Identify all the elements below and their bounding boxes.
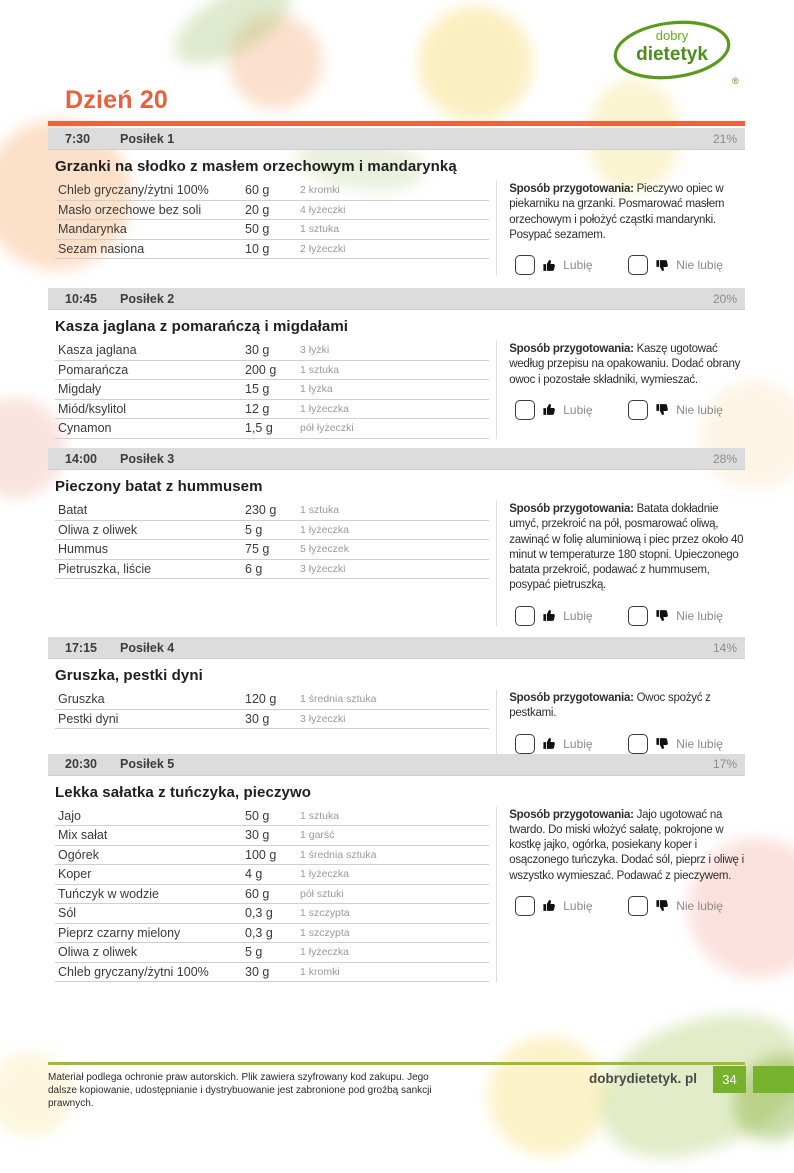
meals: [48, 128, 745, 988]
meal-title: Kasza jaglana z pomarańczą i migdałami: [55, 318, 349, 335]
meal-title: Lekka sałatka z tuńczyka, pieczywo: [55, 783, 312, 801]
ingredient-amount: 230 g: [245, 503, 277, 518]
meal-name: Posiłek 2: [120, 291, 175, 306]
like-group: [515, 896, 628, 916]
page-number-badge: 34: [713, 1066, 746, 1093]
meal-header: [48, 288, 745, 310]
ingredients-table: [55, 807, 489, 983]
ingredient-measure: 1 łyżeczka: [300, 523, 350, 536]
ingredient-row: [55, 341, 489, 361]
dislike-group: [628, 400, 741, 420]
ingredient-row: [55, 540, 489, 560]
ingredient-amount: 50 g: [245, 808, 270, 823]
ingredient-row: [55, 826, 489, 846]
meal-body: [48, 501, 745, 626]
dislike-label: Nie lubię: [676, 898, 723, 913]
thumb-down-icon: [655, 608, 670, 623]
ingredient-amount: 120 g: [245, 692, 277, 707]
meal-section: [48, 288, 745, 448]
ingredient-measure: 1 sztuka: [300, 504, 340, 517]
ingredient-row: [55, 846, 489, 866]
ingredient-measure: 1 łyżeczka: [300, 946, 350, 959]
ingredient-name: Jajo: [58, 808, 81, 823]
footer-legal-text: Materiał podlega ochronie praw autorskich. Plik zawiera szyfrowany kod zakupu. Jego dalsze kopiowanie, udostępnianie i dystrybuowanie jest zabronione pod groźbą sankcji prawnych.: [48, 1072, 432, 1109]
ingredients-table: [55, 501, 489, 626]
column-divider: [496, 181, 497, 275]
meal-time: 7:30: [65, 131, 91, 146]
meal-name: Posiłek 1: [120, 131, 175, 146]
dislike-group: [628, 606, 741, 626]
meal-title: Grzanki na słodko z masłem orzechowym i mandarynką: [55, 158, 457, 175]
ingredient-amount: 5 g: [245, 522, 263, 537]
meal-energy-percent: 28%: [712, 451, 737, 466]
meal-energy-percent: 20%: [712, 291, 737, 306]
meal-header: [48, 637, 745, 659]
ingredient-row: [55, 690, 489, 710]
ingredient-amount: 5 g: [245, 945, 263, 960]
meal-name: Posiłek 4: [120, 640, 175, 655]
dislike-group: [628, 255, 741, 275]
ingredient-name: Chleb gryczany/żytni 100%: [58, 183, 209, 198]
preparation-body: Kaszę ugotować według przepisu na opakowaniu. Dodać obrany owoc i pozostałe składniki, wymieszać.: [509, 343, 741, 386]
ingredient-name: Migdały: [58, 382, 102, 397]
feedback-row: [515, 606, 745, 626]
preparation-column: [509, 690, 745, 754]
ingredient-name: Batat: [58, 503, 88, 518]
ingredient-amount: 20 g: [245, 202, 270, 217]
footer-divider: [48, 1062, 745, 1065]
preparation-text: [509, 691, 745, 722]
thumb-up-icon: [542, 736, 557, 751]
ingredient-measure: pół sztuki: [300, 887, 344, 900]
ingredient-measure: 1 garść: [300, 829, 335, 842]
ingredient-name: Ogórek: [58, 847, 99, 862]
ingredient-row: [55, 240, 489, 260]
like-label: Lubię: [563, 258, 593, 273]
ingredient-row: [55, 201, 489, 221]
ingredient-row: [55, 865, 489, 885]
ingredient-amount: 30 g: [245, 711, 270, 726]
preparation-column: [509, 181, 745, 275]
like-checkbox[interactable]: [515, 255, 535, 275]
ingredient-name: Cynamon: [58, 421, 112, 436]
ingredient-name: Sól: [58, 906, 77, 921]
ingredient-row: [55, 400, 489, 420]
preparation-body: Batata dokładnie umyć, przekroić na pół, posmarować oliwą, zawinąć w folię aluminiową i piec przez około 40 minut w temperaturze 180 stopni. Upieczonego batata przekroić, podawać z hummusem, posypać pietruszką.: [509, 503, 744, 592]
ingredient-name: Koper: [58, 867, 92, 882]
meal-section: [48, 448, 745, 637]
ingredient-row: [55, 380, 489, 400]
meal-body: [48, 807, 745, 983]
ingredient-measure: 4 łyżeczki: [300, 203, 346, 216]
preparation-text: [509, 502, 745, 594]
meal-title: Gruszka, pestki dyni: [55, 667, 203, 684]
feedback-row: [515, 734, 745, 754]
ingredient-name: Pomarańcza: [58, 362, 129, 377]
ingredient-measure: pół łyżeczki: [300, 422, 354, 435]
logo-registered-mark: ®: [732, 76, 739, 86]
like-checkbox[interactable]: [515, 734, 535, 754]
ingredient-amount: 12 g: [245, 401, 270, 416]
ingredient-row: [55, 419, 489, 439]
ingredient-name: Tuńczyk w wodzie: [58, 886, 159, 901]
feedback-row: [515, 255, 745, 275]
preparation-label: Sposób przygotowania:: [509, 808, 637, 821]
ingredient-measure: 5 łyżeczek: [300, 543, 350, 556]
background-fruit-blob: [418, 6, 533, 121]
ingredient-amount: 100 g: [245, 847, 277, 862]
dislike-group: [628, 734, 741, 754]
ingredient-measure: 1 łyżka: [300, 383, 333, 396]
ingredients-table: [55, 341, 489, 439]
preparation-column: [509, 807, 745, 983]
meal-header: [48, 128, 745, 150]
ingredient-measure: 1 łyżeczka: [300, 868, 350, 881]
ingredient-amount: 30 g: [245, 343, 270, 358]
ingredient-name: Pietruszka, liście: [58, 561, 152, 576]
meal-time: 14:00: [65, 451, 97, 466]
preparation-text: [509, 342, 745, 388]
like-group: [515, 734, 628, 754]
ingredient-measure: 1 sztuka: [300, 809, 340, 822]
like-label: Lubię: [563, 736, 593, 751]
dislike-label: Nie lubię: [676, 736, 723, 751]
like-checkbox[interactable]: [515, 400, 535, 420]
meal-header: [48, 448, 745, 470]
ingredient-measure: 2 kromki: [300, 184, 340, 197]
like-group: [515, 255, 628, 275]
meal-energy-percent: 14%: [712, 640, 737, 655]
preparation-body: Jajo ugotować na twardo. Do miski włożyć sałatę, pokrojone w kostkę jajko, ogórka, posiekany koper i osączonego tuńczyka. Dodać sól, pieprz i oliwę i wszystko wymieszać. Podawać z pieczywem.: [509, 808, 744, 882]
thumb-down-icon: [655, 258, 670, 273]
dislike-checkbox[interactable]: [628, 255, 648, 275]
ingredient-name: Chleb gryczany/żytni 100%: [58, 964, 209, 979]
ingredient-amount: 60 g: [245, 183, 270, 198]
meal-body: [48, 341, 745, 439]
column-divider: [496, 341, 497, 439]
ingredient-row: [55, 963, 489, 983]
preparation-label: Sposób przygotowania:: [509, 183, 637, 195]
meal-time: 20:30: [65, 757, 97, 772]
meal-energy-percent: 17%: [712, 757, 737, 772]
footer-green-block: [753, 1066, 794, 1093]
preparation-label: Sposób przygotowania:: [509, 343, 637, 355]
thumb-up-icon: [542, 898, 557, 913]
ingredient-name: Pestki dyni: [58, 711, 119, 726]
ingredient-amount: 0,3 g: [245, 906, 273, 921]
like-checkbox[interactable]: [515, 896, 535, 916]
dislike-checkbox[interactable]: [628, 606, 648, 626]
logo-text-top: dobry: [655, 28, 689, 43]
meal-body: [48, 181, 745, 275]
ingredients-table: [55, 181, 489, 275]
column-divider: [496, 501, 497, 626]
ingredient-name: Mix sałat: [58, 828, 108, 843]
ingredient-name: Sezam nasiona: [58, 241, 145, 256]
ingredient-amount: 60 g: [245, 886, 270, 901]
meal-section: [48, 754, 745, 988]
ingredient-name: Oliwa z oliwek: [58, 522, 138, 537]
ingredient-amount: 0,3 g: [245, 925, 273, 940]
ingredient-measure: 1 szczypta: [300, 926, 350, 939]
like-label: Lubię: [563, 608, 593, 623]
ingredient-row: [55, 904, 489, 924]
preparation-text: [509, 808, 745, 884]
preparation-column: [509, 341, 745, 439]
background-leaf-blob: [162, 0, 304, 76]
background-leaf-blob: [723, 1041, 794, 1153]
ingredient-row: [55, 220, 489, 240]
column-divider: [496, 690, 497, 754]
thumb-down-icon: [655, 736, 670, 751]
ingredient-measure: 3 łyżeczki: [300, 562, 346, 575]
dislike-label: Nie lubię: [676, 402, 723, 417]
ingredient-row: [55, 521, 489, 541]
thumb-up-icon: [542, 608, 557, 623]
dislike-checkbox[interactable]: [628, 896, 648, 916]
like-label: Lubię: [563, 898, 593, 913]
ingredient-name: Pieprz czarny mielony: [58, 925, 181, 940]
preparation-body: Owoc spożyć z pestkami.: [509, 692, 711, 720]
ingredient-measure: 2 łyżeczki: [300, 242, 346, 255]
ingredient-measure: 1 sztuka: [300, 363, 340, 376]
dislike-group: [628, 896, 741, 916]
ingredient-measure: 1 sztuka: [300, 223, 340, 236]
preparation-label: Sposób przygotowania:: [509, 692, 637, 704]
ingredient-name: Gruszka: [58, 692, 105, 707]
brand-logo: [608, 12, 746, 92]
ingredient-measure: 1 kromki: [300, 965, 340, 978]
dislike-label: Nie lubię: [676, 258, 723, 273]
ingredient-row: [55, 560, 489, 580]
ingredient-name: Miód/ksylitol: [58, 401, 127, 416]
logo-text-bottom: dietetyk: [636, 44, 708, 65]
ingredient-amount: 1,5 g: [245, 421, 273, 436]
ingredient-amount: 30 g: [245, 828, 270, 843]
ingredient-row: [55, 181, 489, 201]
feedback-row: [515, 400, 745, 420]
preparation-body: Pieczywo opiec w piekarniku na grzanki. Posmarować masłem orzechowym i położyć cząstki mandarynki. Posypać sezamem.: [509, 183, 725, 241]
ingredient-amount: 6 g: [245, 561, 263, 576]
meal-body: [48, 690, 745, 754]
ingredient-amount: 50 g: [245, 222, 270, 237]
accent-bar: [48, 121, 745, 126]
feedback-row: [515, 896, 745, 916]
ingredient-name: Masło orzechowe bez soli: [58, 202, 202, 217]
ingredients-table: [55, 690, 489, 754]
ingredient-amount: 10 g: [245, 241, 270, 256]
like-label: Lubię: [563, 402, 593, 417]
ingredient-amount: 30 g: [245, 964, 270, 979]
like-checkbox[interactable]: [515, 606, 535, 626]
like-group: [515, 400, 628, 420]
thumb-up-icon: [542, 258, 557, 273]
ingredient-measure: 1 średnia sztuka: [300, 693, 377, 706]
preparation-column: [509, 501, 745, 626]
ingredient-measure: 1 szczypta: [300, 907, 350, 920]
ingredient-measure: 1 łyżeczka: [300, 402, 350, 415]
ingredient-row: [55, 710, 489, 730]
background-fruit-blob: [488, 1036, 608, 1156]
meal-title: Pieczony batat z hummusem: [55, 478, 263, 495]
ingredient-measure: 3 łyżki: [300, 344, 330, 357]
meal-header: [48, 754, 745, 776]
ingredient-amount: 200 g: [245, 362, 277, 377]
thumb-up-icon: [542, 402, 557, 417]
thumb-down-icon: [655, 402, 670, 417]
page-title: Dzień 20: [65, 86, 169, 114]
ingredient-row: [55, 501, 489, 521]
dislike-checkbox[interactable]: [628, 400, 648, 420]
ingredient-name: Oliwa z oliwek: [58, 945, 138, 960]
ingredient-row: [55, 807, 489, 827]
preparation-label: Sposób przygotowania:: [509, 503, 637, 515]
ingredient-amount: 75 g: [245, 542, 270, 557]
ingredient-measure: 3 łyżeczki: [300, 712, 346, 725]
ingredient-name: Kasza jaglana: [58, 343, 137, 358]
dislike-checkbox[interactable]: [628, 734, 648, 754]
meal-section: [48, 128, 745, 288]
ingredient-name: Mandarynka: [58, 222, 127, 237]
meal-time: 10:45: [65, 291, 97, 306]
like-group: [515, 606, 628, 626]
ingredient-measure: 1 średnia sztuka: [300, 848, 377, 861]
ingredient-row: [55, 885, 489, 905]
ingredient-name: Hummus: [58, 542, 109, 557]
ingredient-amount: 4 g: [245, 867, 263, 882]
meal-energy-percent: 21%: [712, 131, 737, 146]
dislike-label: Nie lubię: [676, 608, 723, 623]
ingredient-amount: 15 g: [245, 382, 270, 397]
background-fruit-blob: [228, 14, 323, 109]
thumb-down-icon: [655, 898, 670, 913]
meal-name: Posiłek 3: [120, 451, 175, 466]
footer-site-name: dobrydietetyk. pl: [588, 1071, 697, 1086]
meal-name: Posiłek 5: [120, 757, 175, 772]
ingredient-row: [55, 924, 489, 944]
meal-time: 17:15: [65, 640, 97, 655]
ingredient-row: [55, 361, 489, 381]
column-divider: [496, 807, 497, 983]
meal-section: [48, 637, 745, 754]
preparation-text: [509, 182, 745, 243]
ingredient-row: [55, 943, 489, 963]
